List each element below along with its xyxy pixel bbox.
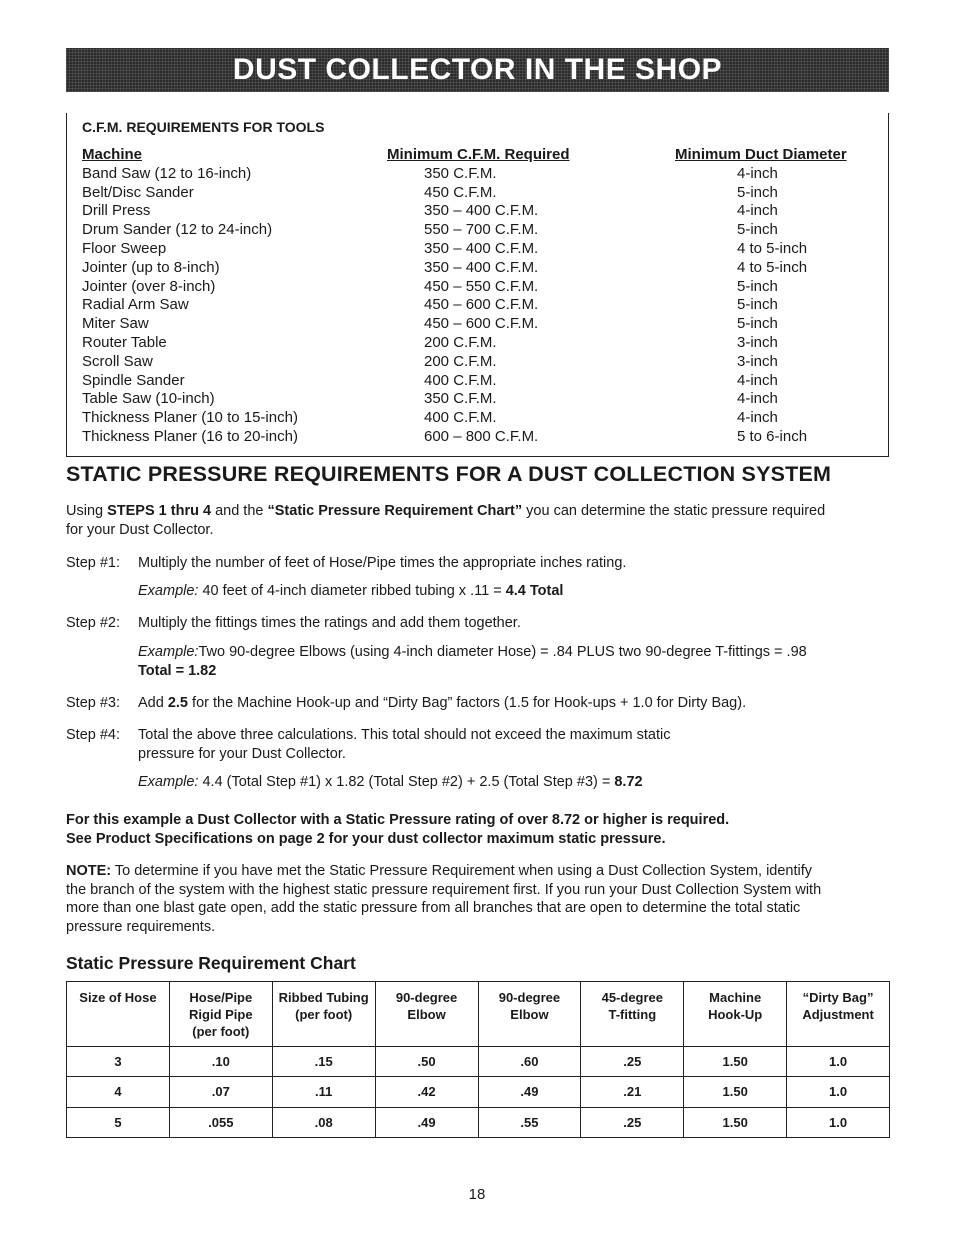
- step4-text: [138, 726, 671, 763]
- intro-bold-steps: STEPS 1 thru 4: [107, 503, 212, 519]
- table-cell: 1.50: [684, 1047, 787, 1077]
- machine-name: Radial Arm Saw: [82, 296, 189, 314]
- column-header-line: Machine: [709, 990, 762, 1005]
- column-header-line: (per foot): [192, 1024, 250, 1039]
- step4-line: pressure for your Dust Collector.: [138, 745, 346, 762]
- table-row: [67, 1047, 890, 1077]
- machine-name: Band Saw (12 to 16-inch): [82, 164, 252, 182]
- cfm-column: [387, 146, 587, 447]
- example-text: 40 feet of 4-inch diameter ribbed tubing x .11 =: [198, 583, 506, 599]
- machine-name: Thickness Planer (10 to 15-inch): [82, 409, 298, 427]
- table-cell: 1.0: [787, 1047, 890, 1077]
- machine-name: Jointer (up to 8-inch): [82, 258, 220, 276]
- table-cell: 1.0: [787, 1107, 890, 1137]
- column-header: [375, 982, 478, 1047]
- table-cell: .49: [375, 1107, 478, 1137]
- table-cell: .50: [375, 1047, 478, 1077]
- duct-value: 3-inch: [737, 352, 778, 370]
- table-cell: 5: [67, 1107, 170, 1137]
- table-cell: 3: [67, 1047, 170, 1077]
- column-header: [684, 982, 787, 1047]
- duct-value: 4-inch: [737, 409, 778, 427]
- note-paragraph: [66, 862, 896, 936]
- intro-paragraph: [66, 502, 896, 539]
- table-cell: .60: [478, 1047, 581, 1077]
- column-header: [169, 982, 272, 1047]
- table-cell: .55: [478, 1107, 581, 1137]
- cfm-value: 200 C.F.M.: [424, 352, 497, 370]
- cfm-value: 350 C.F.M.: [424, 164, 497, 182]
- machine-name: Belt/Disc Sander: [82, 183, 194, 201]
- note-line: pressure requirements.: [66, 918, 216, 935]
- step3-label: Step #3:: [66, 695, 121, 711]
- table-header-row: [67, 982, 890, 1047]
- step4-label: Step #4:: [66, 727, 121, 743]
- duct-value: 5-inch: [737, 315, 778, 333]
- step2-label: Step #2:: [66, 615, 121, 631]
- intro-text: and the: [211, 503, 268, 519]
- table-row: [67, 1107, 890, 1137]
- step3-pre: Add: [138, 695, 168, 711]
- cfm-header: Minimum C.F.M. Required: [387, 146, 570, 163]
- cfm-heading: C.F.M. REQUIREMENTS FOR TOOLS: [82, 119, 325, 135]
- example-text: 4.4 (Total Step #1) x 1.82 (Total Step #2) + 2.5 (Total Step #3) =: [198, 774, 615, 790]
- table-cell: .08: [272, 1107, 375, 1137]
- column-header-line: “Dirty Bag”: [802, 990, 874, 1005]
- duct-value: 4-inch: [737, 371, 778, 389]
- duct-column: [675, 146, 865, 447]
- machine-name: Jointer (over 8-inch): [82, 277, 216, 295]
- static-pressure-heading: STATIC PRESSURE REQUIREMENTS FOR A DUST COLLECTION SYSTEM: [66, 462, 832, 486]
- column-header-line: Hook-Up: [708, 1007, 763, 1022]
- machine-name: Scroll Saw: [82, 352, 153, 370]
- requirement-statement: [66, 811, 729, 848]
- column-header-line: Hose/Pipe: [189, 990, 253, 1005]
- machine-name: Table Saw (10-inch): [82, 390, 215, 408]
- column-header-line: Size of Hose: [79, 990, 157, 1005]
- column-header-line: 45-degree: [601, 990, 664, 1005]
- requirement-line: See Product Specifications on page 2 for your dust collector maximum static pressure.: [66, 830, 666, 847]
- table-cell: .25: [581, 1047, 684, 1077]
- static-pressure-table: [66, 981, 890, 1138]
- step3-text: [138, 694, 746, 713]
- cfm-value: 450 C.F.M.: [424, 183, 497, 201]
- table-cell: .10: [169, 1047, 272, 1077]
- column-header-line: Elbow: [510, 1007, 549, 1022]
- duct-value: 4-inch: [737, 202, 778, 220]
- column-header: [581, 982, 684, 1047]
- table-cell: .07: [169, 1077, 272, 1107]
- step4-line: Total the above three calculations. This total should not exceed the maximum static: [138, 727, 671, 743]
- table-row: [67, 1077, 890, 1107]
- note-label: NOTE:: [66, 863, 112, 879]
- column-header-line: Ribbed Tubing: [278, 990, 369, 1005]
- note-line: the branch of the system with the highest static pressure requirement first. If you run your Dust Collection System with: [66, 881, 822, 898]
- cfm-value: 600 – 800 C.F.M.: [424, 427, 539, 445]
- section-banner: [66, 48, 889, 92]
- table-cell: .25: [581, 1107, 684, 1137]
- example-text: Two 90-degree Elbows (using 4-inch diameter Hose) = .84 PLUS two 90-degree T-fittings = .98: [198, 644, 807, 660]
- machine-column: [82, 146, 298, 447]
- cfm-value: 450 – 550 C.F.M.: [424, 277, 539, 295]
- machine-name: Spindle Sander: [82, 371, 185, 389]
- step1-text: Multiply the number of feet of Hose/Pipe times the appropriate inches rating.: [138, 555, 627, 571]
- duct-value: 4 to 5-inch: [737, 258, 808, 276]
- duct-value: 5-inch: [737, 296, 778, 314]
- step1-example: [138, 582, 563, 601]
- step1-label: Step #1:: [66, 555, 121, 571]
- cfm-value: 450 – 600 C.F.M.: [424, 296, 539, 314]
- intro-text: for your Dust Collector.: [66, 521, 214, 538]
- table-cell: .11: [272, 1077, 375, 1107]
- cfm-value: 200 C.F.M.: [424, 333, 497, 351]
- cfm-value: 400 C.F.M.: [424, 409, 497, 427]
- column-header-line: Rigid Pipe: [189, 1007, 253, 1022]
- duct-header: Minimum Duct Diameter: [675, 146, 847, 163]
- column-header-line: Elbow: [407, 1007, 446, 1022]
- step2-text: Multiply the fittings times the ratings and add them together.: [138, 615, 521, 631]
- example-label: Example:: [138, 644, 199, 660]
- cfm-value: 350 – 400 C.F.M.: [424, 258, 539, 276]
- step4-example: [138, 773, 643, 792]
- machine-name: Drum Sander (12 to 24-inch): [82, 221, 273, 239]
- machine-name: Drill Press: [82, 202, 151, 220]
- cfm-value: 450 – 600 C.F.M.: [424, 315, 539, 333]
- table-cell: 1.50: [684, 1107, 787, 1137]
- column-header: [272, 982, 375, 1047]
- page-number: 18: [468, 1186, 486, 1203]
- table-cell: .055: [169, 1107, 272, 1137]
- note-line: To determine if you have met the Static Pressure Requirement when using a Dust Collection System, identify: [111, 863, 813, 879]
- intro-text: you can determine the static pressure required: [522, 503, 826, 519]
- column-header: [787, 982, 890, 1047]
- column-header-line: 90-degree: [395, 990, 458, 1005]
- note-line: more than one blast gate open, add the static pressure from all branches that are open to determine the total static: [66, 900, 801, 916]
- duct-value: 4 to 5-inch: [737, 239, 808, 257]
- example-label: Example:: [138, 583, 199, 599]
- table-cell: .15: [272, 1047, 375, 1077]
- duct-value: 4-inch: [737, 164, 778, 182]
- banner-title: DUST COLLECTOR IN THE SHOP: [232, 53, 723, 86]
- table-cell: .49: [478, 1077, 581, 1107]
- table-cell: .21: [581, 1077, 684, 1107]
- machine-name: Thickness Planer (16 to 20-inch): [82, 427, 298, 445]
- table-cell: 1.50: [684, 1077, 787, 1107]
- step2-example: [138, 643, 898, 680]
- column-header: [67, 982, 170, 1047]
- example-result: Total = 1.82: [138, 662, 217, 679]
- requirement-line: For this example a Dust Collector with a Static Pressure rating of over 8.72 or higher is required.: [66, 812, 730, 828]
- cfm-requirements-box: [66, 113, 889, 457]
- duct-value: 5-inch: [737, 221, 778, 239]
- step3-bold: 2.5: [167, 695, 189, 711]
- intro-text: Using: [66, 503, 108, 519]
- column-header-line: 90-degree: [498, 990, 561, 1005]
- duct-value: 5 to 6-inch: [737, 427, 808, 445]
- duct-value: 5-inch: [737, 277, 778, 295]
- cfm-value: 350 – 400 C.F.M.: [424, 202, 539, 220]
- duct-value: 4-inch: [737, 390, 778, 408]
- machine-header: Machine: [82, 146, 143, 163]
- chart-title: Static Pressure Requirement Chart: [66, 953, 356, 973]
- machine-name: Floor Sweep: [82, 239, 167, 257]
- table-cell: 4: [67, 1077, 170, 1107]
- column-header-line: Adjustment: [802, 1007, 874, 1022]
- duct-value: 3-inch: [737, 333, 778, 351]
- step3-post: for the Machine Hook-up and “Dirty Bag” factors (1.5 for Hook-ups + 1.0 for Dirty Bag).: [188, 695, 747, 711]
- machine-name: Miter Saw: [82, 315, 149, 333]
- example-result: 4.4 Total: [505, 583, 564, 599]
- machine-name: Router Table: [82, 333, 167, 351]
- cfm-value: 350 – 400 C.F.M.: [424, 239, 539, 257]
- column-header-line: (per foot): [295, 1007, 353, 1022]
- table-cell: .42: [375, 1077, 478, 1107]
- duct-value: 5-inch: [737, 183, 778, 201]
- cfm-value: 350 C.F.M.: [424, 390, 497, 408]
- example-label: Example:: [138, 774, 199, 790]
- cfm-value: 550 – 700 C.F.M.: [424, 221, 539, 239]
- example-result: 8.72: [614, 774, 643, 790]
- table-cell: 1.0: [787, 1077, 890, 1107]
- cfm-value: 400 C.F.M.: [424, 371, 497, 389]
- intro-bold-chart: “Static Pressure Requirement Chart”: [267, 503, 523, 519]
- column-header-line: T-fitting: [608, 1007, 657, 1022]
- column-header: [478, 982, 581, 1047]
